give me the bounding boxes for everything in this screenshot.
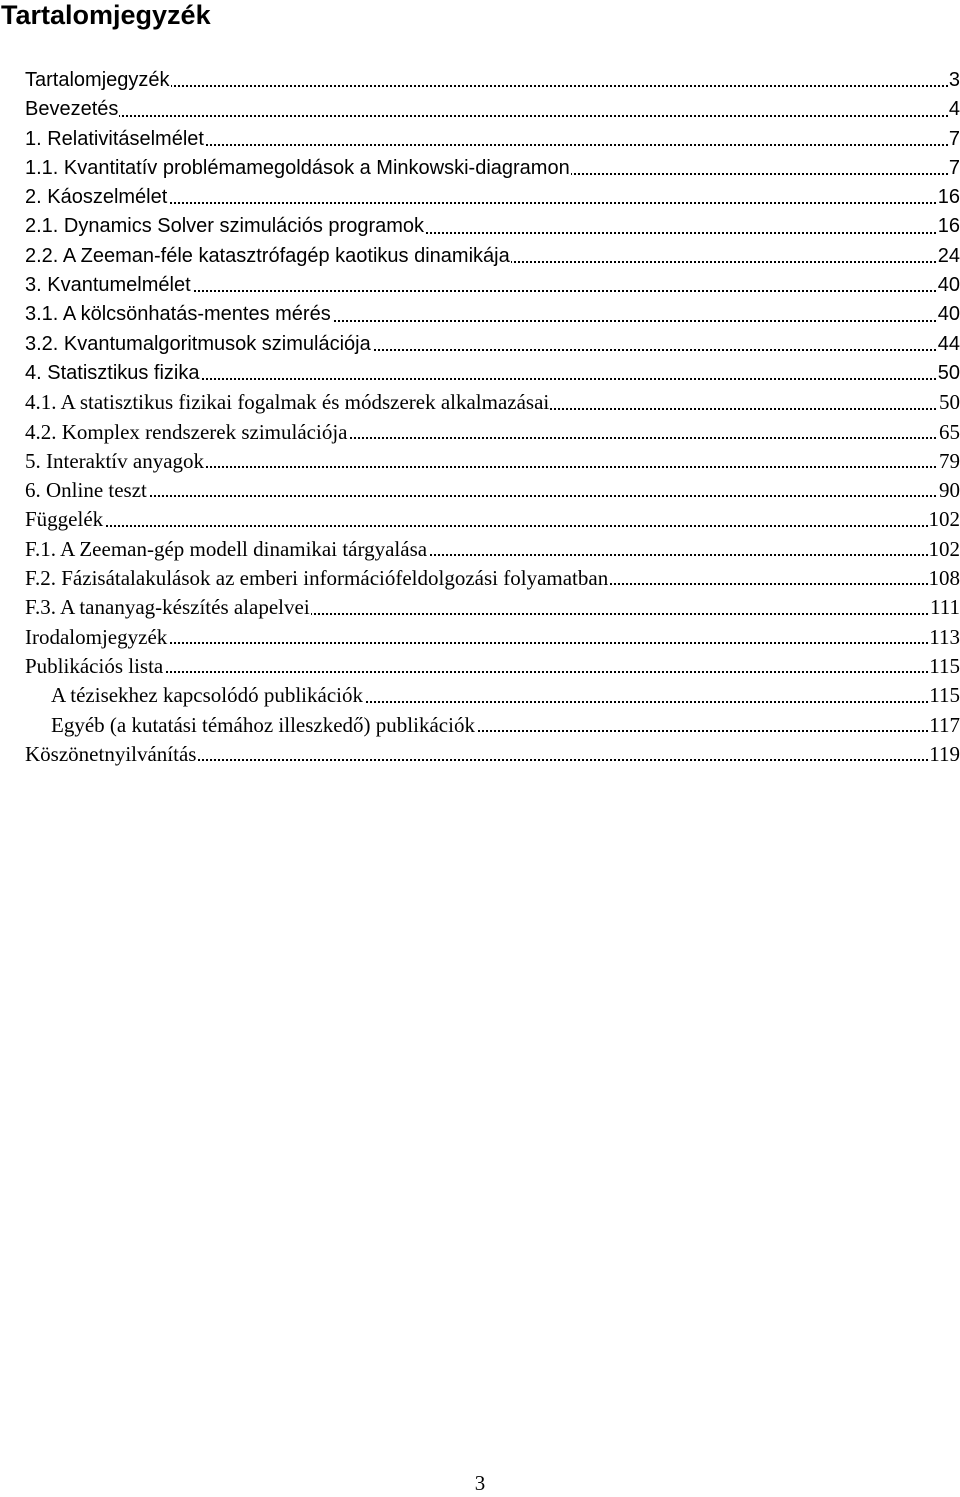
toc-entry[interactable] (25, 652, 960, 681)
toc-entry-page: 90 (938, 476, 960, 505)
toc-entry-page: 4 (948, 95, 960, 124)
toc-entry-title: Irodalomjegyzék (25, 623, 168, 652)
toc-entry-title: 3. Kvantumelmélet (25, 271, 192, 300)
page-title: Tartalomjegyzék (1, 0, 211, 30)
toc-entry[interactable] (25, 183, 960, 212)
toc-entry-title: 3.1. A kölcsönhatás-mentes mérés (25, 300, 332, 329)
toc-entry[interactable] (25, 740, 960, 769)
toc-entry[interactable] (51, 711, 960, 740)
toc-entry[interactable] (25, 242, 960, 271)
toc-entry-title: 3.2. Kvantumalgoritmusok szimulációja (25, 330, 372, 359)
toc-entry[interactable] (25, 66, 960, 95)
toc-entry-title: 4. Statisztikus fizika (25, 359, 201, 388)
toc-entry-title: 1.1. Kvantitatív problémamegoldások a Minkowski-diagramon (25, 154, 571, 183)
toc-entry-title: Köszönetnyilvánítás (25, 740, 197, 769)
toc-entry-title: Egyéb (a kutatási témához illeszkedő) publikációk (51, 711, 476, 740)
toc-entry[interactable] (25, 623, 960, 652)
toc-entry[interactable] (25, 95, 960, 124)
toc-entry-page: 115 (928, 681, 960, 710)
toc-dot-leader (25, 525, 956, 527)
toc-entry-page: 16 (937, 183, 960, 212)
toc-entry-title: F.1. A Zeeman-gép modell dinamikai tárgyalása (25, 535, 428, 564)
toc-entry-title: 5. Interaktív anyagok (25, 447, 205, 476)
toc-entry-page: 44 (937, 330, 960, 359)
toc-entry-page: 40 (937, 300, 960, 329)
toc-entry[interactable] (25, 125, 960, 154)
toc-entry[interactable] (25, 476, 960, 505)
toc-entry-page: 3 (948, 66, 960, 95)
toc-entry-page: 7 (948, 125, 960, 154)
toc-entry[interactable] (25, 330, 960, 359)
toc-entry[interactable] (51, 681, 960, 710)
toc-entry-title: Publikációs lista (25, 652, 164, 681)
toc-entry-page: 7 (948, 154, 960, 183)
toc-entry-title: A tézisekhez kapcsolódó publikációk (51, 681, 364, 710)
toc-entry-page: 65 (938, 418, 960, 447)
toc-entry-page: 50 (938, 388, 960, 417)
toc-entry-title: 4.2. Komplex rendszerek szimulációja (25, 418, 348, 447)
page-number: 3 (474, 1471, 486, 1495)
toc-entry[interactable] (25, 505, 960, 534)
toc-entry[interactable] (25, 212, 960, 241)
toc-entry-page: 113 (928, 623, 960, 652)
toc-entry-page: 16 (937, 212, 960, 241)
toc-entry-page: 24 (937, 242, 960, 271)
toc-entry-page: 102 (928, 535, 960, 564)
toc-entry[interactable] (25, 300, 960, 329)
toc-entry[interactable] (25, 154, 960, 183)
toc-entry-title: F.2. Fázisátalakulások az emberi információfeldolgozási folyamatban (25, 564, 609, 593)
toc-entry-title: F.3. A tananyag-készítés alapelvei (25, 593, 311, 622)
toc-entry[interactable] (25, 388, 960, 417)
toc-dot-leader (25, 115, 956, 117)
toc-entry[interactable] (25, 564, 960, 593)
toc-entry-page: 111 (929, 593, 960, 622)
toc-entry-title: 2. Káoszelmélet (25, 183, 168, 212)
toc-entry[interactable] (25, 593, 960, 622)
toc-entry-title: 6. Online teszt (25, 476, 148, 505)
toc-entry-page: 40 (937, 271, 960, 300)
toc-entry[interactable] (25, 535, 960, 564)
toc-entry-title: Tartalomjegyzék (25, 66, 171, 95)
toc-entry-page: 50 (937, 359, 960, 388)
toc-entry-title: 1. Relativitáselmélet (25, 125, 205, 154)
toc-entry-title: 2.1. Dynamics Solver szimulációs programok (25, 212, 425, 241)
toc-dot-leader (25, 671, 956, 673)
toc-entry-page: 117 (928, 711, 960, 740)
toc-entry-page: 119 (928, 740, 960, 769)
toc-entry-page: 102 (928, 505, 960, 534)
toc-entry-page: 108 (928, 564, 960, 593)
toc-entry-title: 4.1. A statisztikus fizikai fogalmak és módszerek alkalmazásai (25, 388, 550, 417)
toc-entry-page: 115 (928, 652, 960, 681)
toc-dot-leader (25, 495, 956, 497)
toc-entry-page: 79 (938, 447, 960, 476)
toc-entry[interactable] (25, 271, 960, 300)
table-of-contents (0, 66, 960, 769)
toc-entry[interactable] (25, 418, 960, 447)
toc-entry-title: 2.2. A Zeeman-féle katasztrófagép kaotikus dinamikája (25, 242, 511, 271)
toc-entry-title: Függelék (25, 505, 104, 534)
toc-entry-title: Bevezetés (25, 95, 119, 124)
toc-entry[interactable] (25, 447, 960, 476)
toc-entry[interactable] (25, 359, 960, 388)
